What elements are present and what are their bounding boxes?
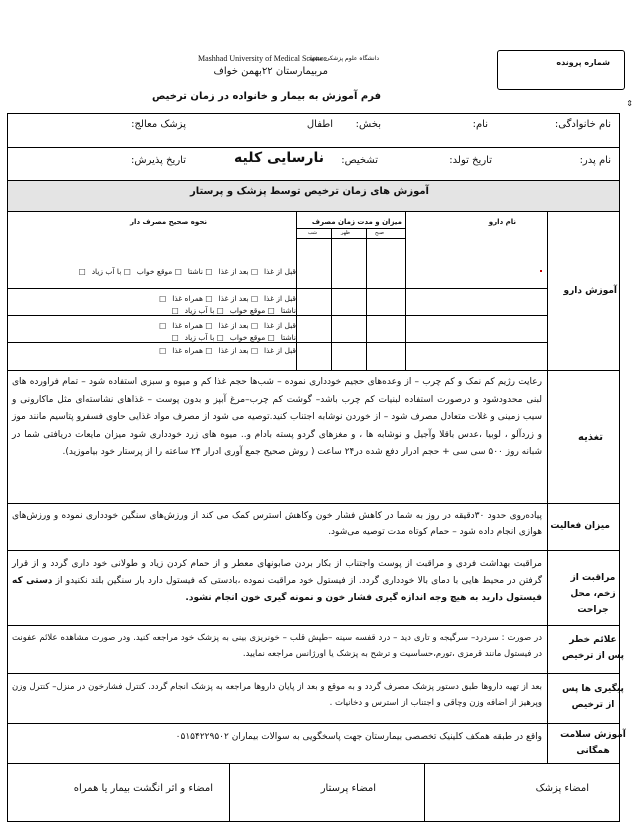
followup-text: بعد از تهیه داروها طبق دستور پزشک مصرف گردد و به موقع و بعد از پایان داروها مراجعه به پزشک انجام گردد. کنترل فشارخون در منزل– کنترل وزن وپرهیز از اضافه وزن وچاقی و اجتناب از استرس و دخانیات . — [12, 682, 542, 708]
diagnosis-value: نارسایی کلیه — [234, 150, 324, 166]
form-title: فرم آموزش به بیمار و خانواده در زمان ترخیص — [152, 91, 381, 102]
option-with-meal[interactable]: همراه غذا — [172, 321, 204, 330]
option-with-meal[interactable]: همراه غذا — [172, 346, 204, 355]
wound-care-label: مراقبت از زخم، محل جراحت — [570, 573, 616, 615]
public-health-label: آموزش سلامت همگانی — [560, 730, 626, 756]
hospital-name: مربیمارستان ۲۲بهمن خواف — [213, 66, 328, 77]
patient-signature[interactable]: امضاء و اثر انگشت بیمار یا همراه — [73, 783, 213, 794]
option-after-meal[interactable]: بعد از غذا — [218, 294, 249, 303]
option-fasting[interactable]: ناشتا — [187, 267, 204, 276]
warning-signs-text: در صورت : سردرد– سرگیجه و تاری دید – درد قفسه سینه –طپش قلب – خونریزی بینی به پزشک خود مراجعه کنید. ودر صورت مشاهده علائم عفونت در فیستول مانند قرمزی ،تورم،حساسیت و ترشح به پزشک یا اورژانس مراجعه نمایید. — [12, 633, 542, 659]
option-fasting[interactable]: ناشتا — [280, 333, 296, 342]
options-row-e[interactable]: ناشتا□ موقع خواب□ با آب زیاد□ — [171, 333, 296, 342]
option-bedtime[interactable]: موقع خواب — [229, 306, 266, 315]
university-name-en: Mashhad University of Medical Science — [198, 54, 327, 63]
time-night: شب — [307, 230, 317, 236]
drug-usage-header: نحوه صحیح مصرف دار — [130, 218, 207, 226]
followup-label: پیگیری ها پس از ترخیص — [562, 684, 624, 710]
admission-date-label: تاریخ پذیرش: — [131, 155, 186, 166]
wound-care-body: مراقبت بهداشت فردی و مراقبت از پوست واجتناب از بکار بردن صابونهای معطر و از حمام کردن زیاد و طولانی خود داری گردد و از قرار گرفتن در محیط هایی با دمای بالا خودداری گردد. از فیستول خود مراقبت نموده ،بادستی که فیستول دارد بار سنگین بلند نکنیدو از — [12, 559, 542, 586]
ward-label: بخش: — [355, 119, 381, 130]
drug-dose-header: میزان و مدت زمان مصرف — [311, 218, 402, 226]
option-with-water[interactable]: با آب زیاد — [184, 333, 215, 342]
option-before-meal[interactable]: قبل از غذا — [264, 267, 296, 276]
wound-care-warning: دستی که فیستول دارید به هیچ وجه اندازه گیری فشار خون و نمونه گیری خون انجام نشود. — [12, 576, 542, 603]
options-row-b[interactable]: قبل از غذا□ بعد از غذا□ همراه غذا□ — [159, 294, 296, 303]
file-number-label: شماره پرونده — [556, 58, 610, 67]
drug-name-header: نام دارو — [488, 218, 516, 226]
father-name-label: نام پدر: — [579, 155, 611, 166]
drug-options-3[interactable] — [15, 320, 296, 344]
options-row-c[interactable]: ناشتا□ موقع خواب□ با آب زیاد□ — [171, 306, 296, 315]
options-row-a[interactable]: قبل از غذا□ بعد از غذا□ ناشتا□ موقع خواب□ با آب زیاد□ — [78, 267, 296, 276]
option-with-water[interactable]: با آب زیاد — [91, 267, 122, 276]
activity-label: میزان فعالیت — [550, 521, 610, 531]
options-row-d[interactable]: قبل از غذا□ بعد از غذا□ همراه غذا□ — [159, 321, 296, 330]
activity-text: پیاده‌روی حدود ۳۰دقیقه در روز به شما در کاهش فشار خون وکاهش استرس کمک می کند از ورزش‌های سنگین خودداری نموده و ورزش‌های هوازی انجام داده شود – حمام کوتاه مدت توصیه می‌شود. — [12, 511, 542, 537]
last-name-label: نام خانوادگی: — [554, 119, 611, 130]
diagnosis-label: تشخیص: — [341, 155, 378, 166]
option-bedtime[interactable]: موقع خواب — [229, 333, 266, 342]
option-fasting[interactable]: ناشتا — [280, 306, 296, 315]
birth-date-label: تاریخ تولد: — [449, 155, 492, 166]
option-after-meal[interactable]: بعد از غذا — [218, 346, 249, 355]
option-with-water[interactable]: با آب زیاد — [184, 306, 215, 315]
option-before-meal[interactable]: قبل از غذا — [264, 321, 296, 330]
first-name-label: نام: — [472, 119, 488, 130]
wound-care-text — [12, 556, 542, 607]
option-with-meal[interactable]: همراه غذا — [172, 294, 204, 303]
drug-options-4[interactable] — [15, 345, 296, 369]
doctor-signature[interactable]: امضاء پزشک — [535, 783, 589, 794]
nutrition-text: رعایت رژیم کم نمک و کم چرب – از وعده‌های حجیم خودداری نموده – شب‌ها حجم غذا کم و میوه و سبزی استفاده شود – تمام فراورده های لبنی محدودشود و درصورت استفاده لبنیات کم چرب باشد– گوشت کم چرب–مرغ آبپز و بدون پوست – غذاهای نشاسته‌ای مثل ماکارونی و سیب زمینی و غلات متعادل مصرف شود – از خوردن نوشابه اجتناب کنید.توصیه می شود از مصرف مواد غذایی حاوی فسفرو پتاسیم مانند موز و زردآلو ، لوبیا ،عدس باقلا وآجیل و نوشابه ها ، و مغزهای گردو پسته بادام و.. میوه های زرد خودداری شود میزان مایعات دریافتی شما در شبانه روز ۵۰۰ سی سی + حجم ادرار دفع شده در۲۴ ساعت ( روش صحیح جمع آوری ادرار ۲۴ ساعته را از پرستار خود بیاموزید). — [12, 377, 542, 457]
drug-marker — [540, 270, 542, 272]
option-bedtime[interactable]: موقع خواب — [136, 267, 173, 276]
file-number-box — [497, 50, 625, 90]
doctor-label: پزشک معالج: — [131, 119, 186, 130]
nurse-signature[interactable]: امضاء پرستار — [320, 783, 376, 794]
option-after-meal[interactable]: بعد از غذا — [218, 267, 249, 276]
public-health-text: واقع در طبقه همکف کلینیک تخصصی بیمارستان جهت پاسخگویی به سوالات بیماران ۰۵۱۵۴۲۲۹۵۰۲ — [175, 732, 542, 742]
warning-signs-label: علائم خطر پس از ترخیص — [561, 635, 625, 661]
drug-education-label: آموزش دارو — [563, 286, 617, 296]
time-noon: ظهر — [340, 230, 350, 236]
options-row-f[interactable]: قبل از غذا□ بعد از غذا□ همراه غذا□ — [159, 346, 296, 355]
time-morning: صبح — [375, 230, 384, 236]
drug-options-2[interactable] — [15, 293, 296, 317]
option-before-meal[interactable]: قبل از غذا — [264, 346, 296, 355]
option-before-meal[interactable]: قبل از غذا — [264, 294, 296, 303]
section-title: آموزش های زمان ترخیص توسط پزشک و پرستار — [189, 186, 429, 197]
university-name-fa: دانشگاه علوم پزشکی مشهد — [308, 55, 379, 62]
option-after-meal[interactable]: بعد از غذا — [218, 321, 249, 330]
nutrition-label: تغذیه — [578, 432, 603, 443]
scroll-handle-icon[interactable]: ⇕ — [626, 99, 633, 108]
drug-options-1[interactable] — [15, 266, 296, 290]
ward-value: اطفال — [306, 119, 333, 130]
